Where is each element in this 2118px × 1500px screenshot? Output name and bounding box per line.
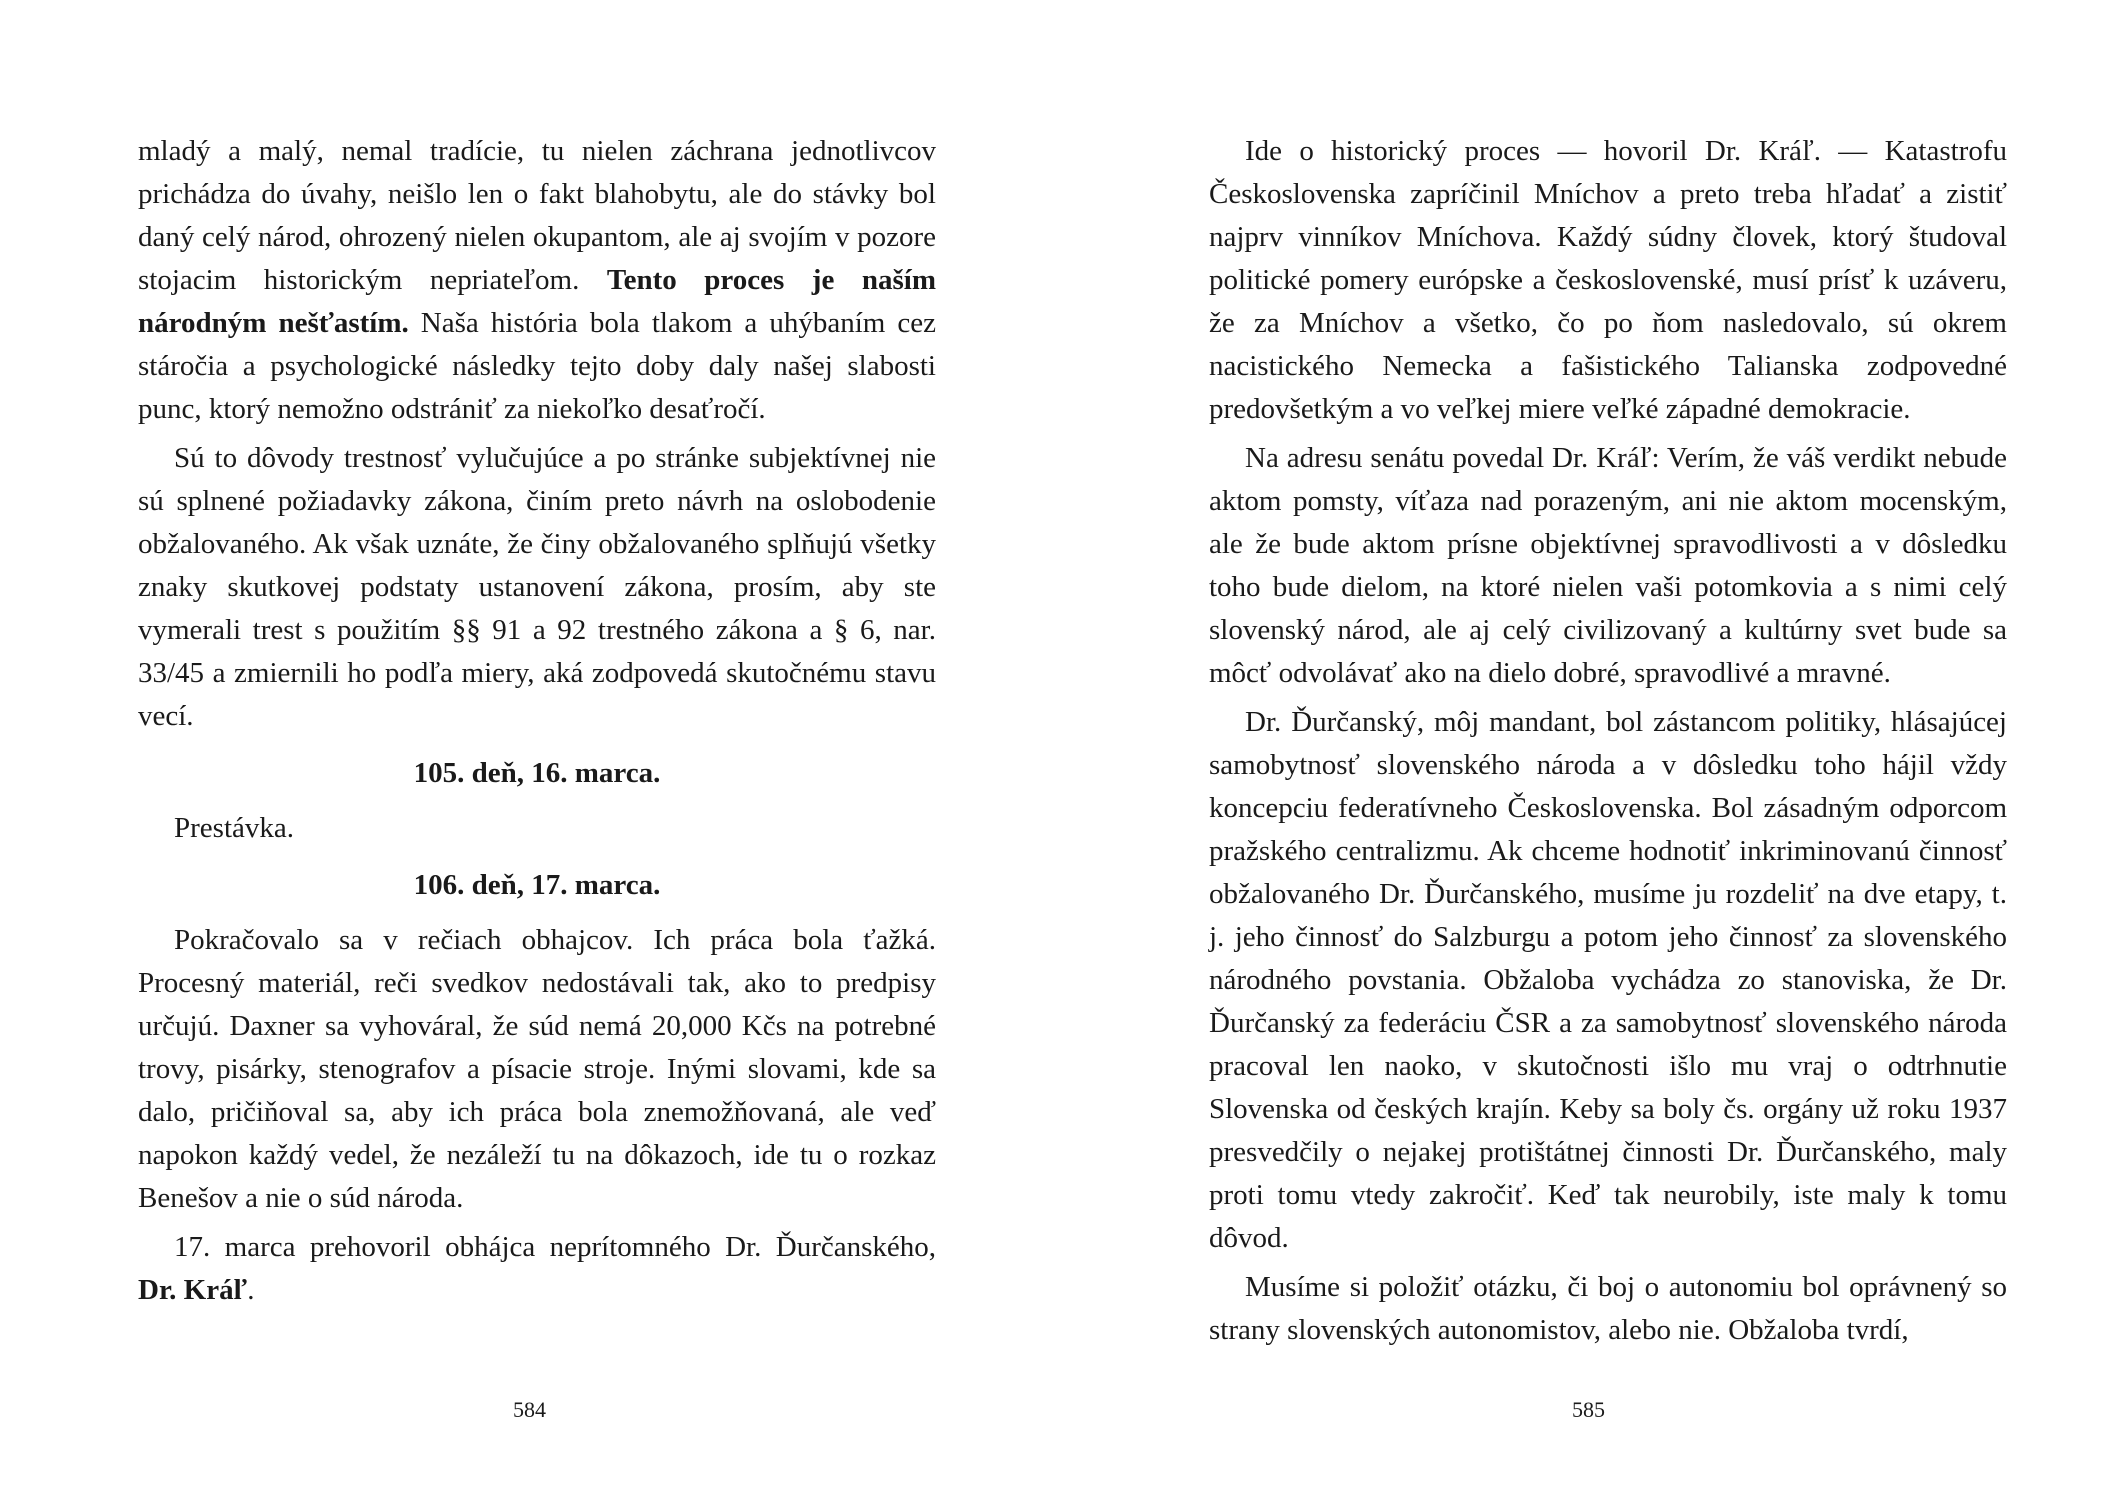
day-heading: 105. deň, 16. marca. — [413, 757, 661, 789]
paragraph-text: Naša história bola tlakom a uhýbaním cez stáročia a psychologické následky tejto doby daly našej slabosti punc, ktorý nemožno odstrániť za niekoľko desaťročí. — [138, 307, 936, 425]
bold-sentence: Tento proces je naším národným nešťastím. — [138, 264, 936, 339]
bold-name: Dr. Kráľ — [138, 1274, 248, 1306]
page-number: 585 — [1572, 1397, 1605, 1422]
paragraph-text: mladý a malý, nemal tradície, tu nielen záchrana jednotlivcov prichádza do úvahy, neišlo len o fakt blahobytu, ale do stávky bol daný celý národ, ohrozený nielen okupantom, ale aj svojím v pozore stojacim historickým nepriateľom. — [138, 135, 936, 296]
paragraph — [138, 130, 936, 431]
left-page-text — [138, 130, 936, 1318]
paragraph: Musíme si položiť otázku, či boj o autonomiu bol oprávnený so strany slovenských autonomistov, alebo nie. Obžaloba tvrdí, — [1209, 1271, 2007, 1346]
paragraph: Na adresu senátu povedal Dr. Kráľ: Verím, že váš verdikt nebude aktom pomsty, víťaza nad porazeným, ani nie aktom mocenským, ale že bude aktom prísne objektívnej spravodlivosti a v dôsledku toho bude dielom, na ktoré nielen vaši potomkovia a s nimi celý slovenský národ, ale aj celý civilizovaný a kultúrny svet bude sa môcť odvolávať ako na dielo dobré, spravodlivé a mravné. — [1209, 442, 2007, 689]
paragraph: Sú to dôvody trestnosť vylučujúce a po stránke subjektívnej nie sú splnené požiadavky zákona, činím preto návrh na oslobodenie obžalovaného. Ak však uznáte, že činy obžalovaného splňujú všetky znaky skutkovej podstaty ustanovení zákona, prosím, aby ste vymerali trest s použitím §§ 91 a 92 trestného zákona a § 6, nar. 33/45 a zmiernili ho podľa miery, aká zodpovedá skutočnému stavu vecí. — [138, 442, 936, 732]
paragraph — [138, 1226, 936, 1312]
paragraph: Prestávka. — [174, 812, 294, 844]
right-page-text — [1209, 130, 2007, 1358]
paragraph: Pokračovalo sa v rečiach obhajcov. Ich práca bola ťažká. Procesný materiál, reči svedkov nedostávali tak, ako to predpisy určujú. Daxner sa vyhováral, že súd nemá 20,000 Kčs na potrebné trovy, pisárky, stenografov a písacie stroje. Inými slovami, kde sa dalo, pričiňoval sa, aby ich práca bola znemožňovaná, ale veď napokon každý vedel, že nezáleží tu na dôkazoch, ide tu o rozkaz Benešov a nie o súd národa. — [138, 924, 936, 1214]
paragraph: Ide o historický proces — hovoril Dr. Kráľ. — Katastrofu Československa zapríčinil Mníchov a preto treba hľadať a zistiť najprv vinníkov Mníchova. Každý súdny človek, ktorý študoval politické pomery európske a československé, musí prísť k uzáveru, že za Mníchov a všetko, čo po ňom nasledovalo, sú okrem nacistického Nemecka a fašistického Talianska zodpovedné predovšetkým a vo veľkej miere veľké západné demokracie. — [1209, 135, 2007, 425]
paragraph: Dr. Ďurčanský, môj mandant, bol zástancom politiky, hlásajúcej samobytnosť slovenského národa a v dôsledku toho hájil vždy koncepciu federatívneho Československa. Bol zásadným odporcom pražského centralizmu. Ak chceme hodnotiť inkriminovanú činnosť obžalovaného Dr. Ďurčanského, musíme ju rozdeliť na dve etapy, t. j. jeho činnosť do Salzburgu a potom jeho činnosť za slovenského národného povstania. Obžaloba vychádza zo stanoviska, že Dr. Ďurčanský za federáciu ČSR a za samobytnosť slovenského národa pracoval len naoko, v skutočnosti išlo mu vraj o odtrhnutie Slovenska od českých krajín. Keby sa boly čs. orgány už roku 1937 presvedčily o nejakej protištátnej činnosti Dr. Ďurčanského, maly proti tomu vtedy zakročiť. Keď tak neurobily, iste maly k tomu dôvod. — [1209, 706, 2007, 1254]
right-page — [1059, 0, 2118, 1500]
day-heading: 106. deň, 17. marca. — [413, 869, 661, 901]
page-number: 584 — [513, 1397, 546, 1422]
paragraph-text: 17. marca prehovoril obhájca neprítomného Dr. Ďurčanského, — [174, 1231, 936, 1263]
paragraph-text: . — [247, 1274, 255, 1306]
